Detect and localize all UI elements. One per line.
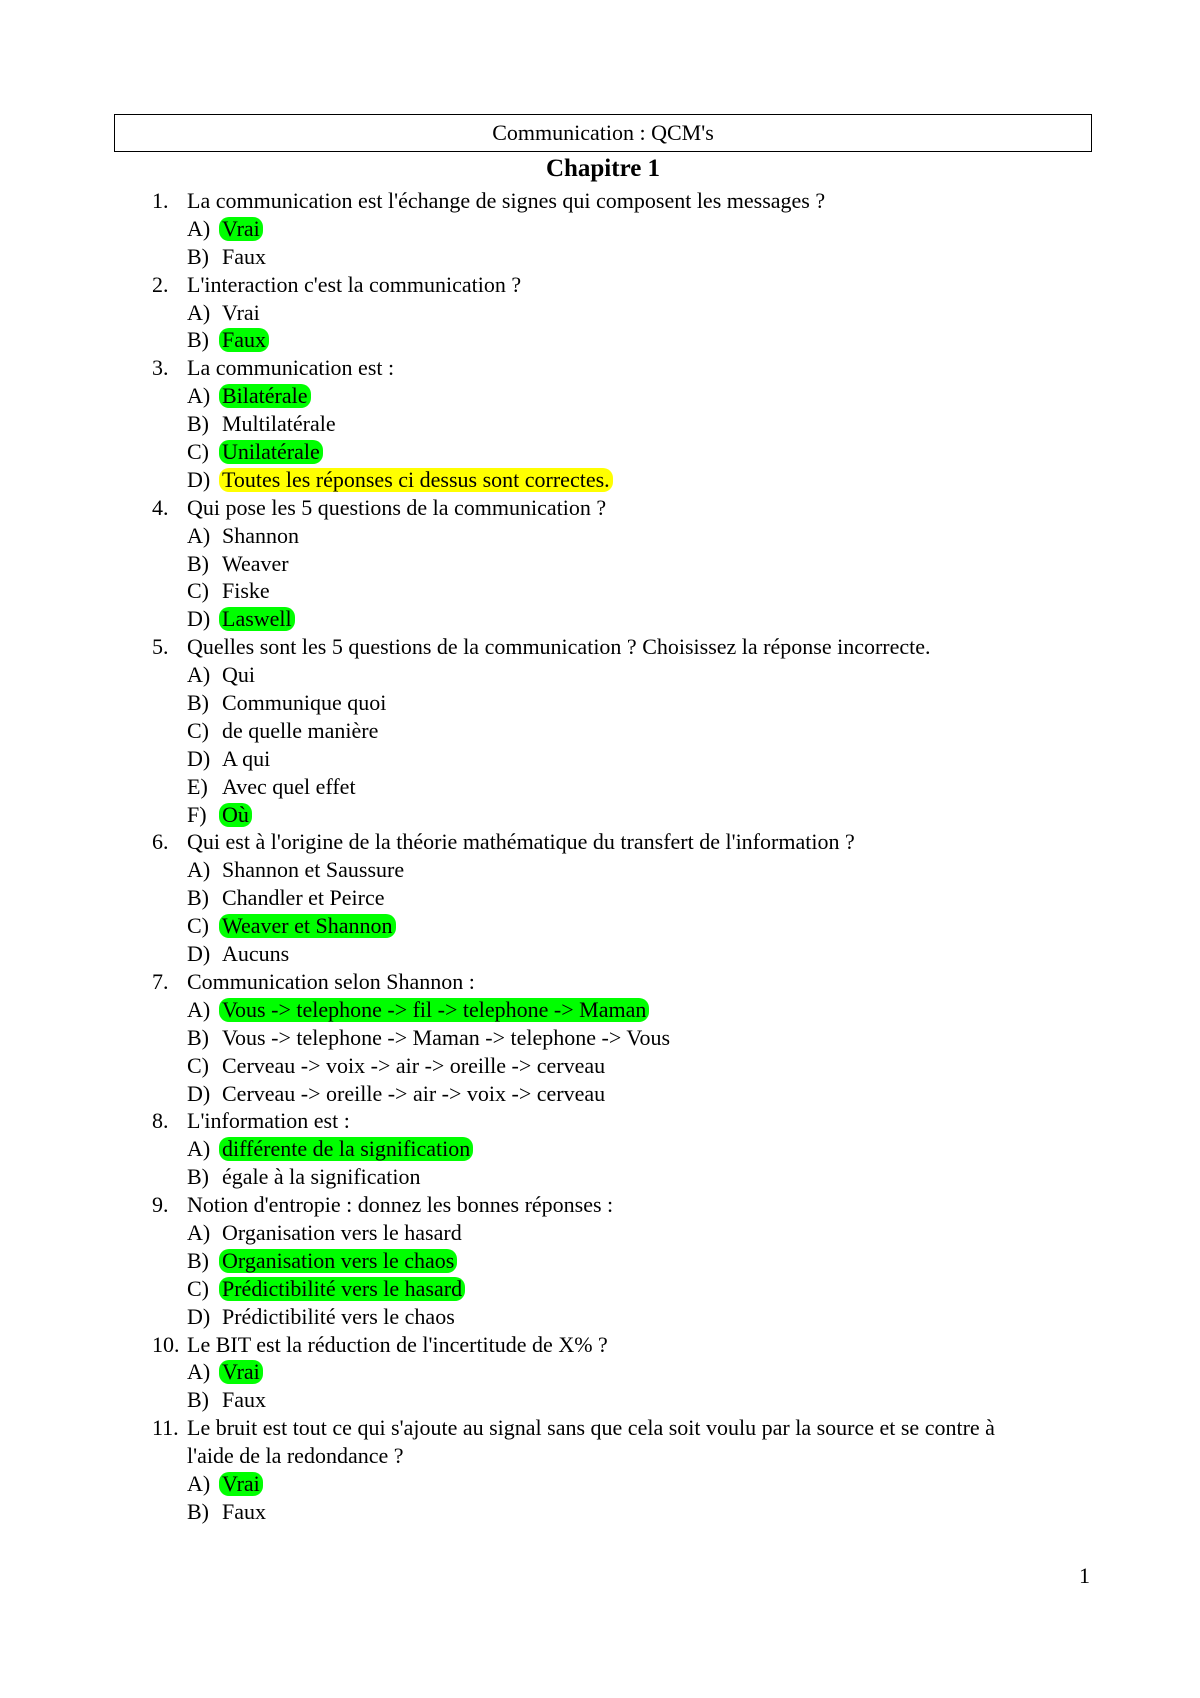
option-text-highlighted: Organisation vers le chaos [219, 1249, 457, 1273]
answer-option [0, 605, 1200, 633]
option-letter: A) [187, 383, 211, 409]
option-text: Organisation vers le hasard [222, 1219, 462, 1245]
answer-option [0, 326, 1200, 354]
question-line [0, 1414, 1200, 1442]
option-letter: F) [187, 801, 207, 827]
answer-option [0, 1219, 1200, 1247]
answer-option [0, 1386, 1200, 1414]
question-number: 4. [152, 494, 169, 520]
option-text: Vous -> telephone -> Maman -> telephone -> Vous [222, 1024, 671, 1050]
question-line [0, 1107, 1200, 1135]
option-letter: D) [187, 466, 211, 492]
option-text: Shannon et Saussure [222, 857, 405, 883]
option-text: Faux [222, 1498, 266, 1524]
option-letter: A) [187, 996, 211, 1022]
question-number: 7. [152, 968, 169, 994]
answer-option [0, 522, 1200, 550]
question-number: 1. [152, 188, 169, 213]
option-letter: B) [187, 1247, 209, 1273]
question-text: l'aide de la redondance ? [187, 1443, 404, 1469]
option-text: Avec quel effet [222, 773, 356, 799]
option-text: Weaver [222, 550, 289, 576]
question-text: La communication est : [187, 355, 395, 381]
answer-option [0, 773, 1200, 801]
option-text: Aucuns [222, 941, 290, 967]
option-letter: A) [187, 1136, 211, 1162]
option-text: Shannon [222, 522, 299, 548]
answer-option [0, 884, 1200, 912]
question-line [0, 828, 1200, 856]
answer-option [0, 243, 1200, 271]
question-text: Le BIT est la réduction de l'incertitude de X% ? [187, 1331, 608, 1357]
question-line [0, 271, 1200, 299]
option-text: Prédictibilité vers le chaos [222, 1303, 455, 1329]
answer-option [0, 856, 1200, 884]
option-text: Faux [222, 243, 266, 269]
question-line [0, 1331, 1200, 1359]
option-letter: A) [187, 857, 211, 883]
option-text-highlighted: Laswell [219, 607, 295, 631]
option-text-highlighted: Weaver et Shannon [219, 914, 396, 938]
option-letter: B) [187, 1387, 209, 1413]
answer-option [0, 382, 1200, 410]
option-letter: B) [187, 1024, 209, 1050]
option-text: Vrai [222, 299, 260, 325]
option-text-highlighted: Vrai [219, 1472, 263, 1496]
answer-option [0, 1498, 1200, 1526]
answer-option [0, 215, 1200, 243]
option-text: de quelle manière [222, 717, 379, 743]
option-letter: E) [187, 773, 208, 799]
question-text: Communication selon Shannon : [187, 968, 475, 994]
option-text-highlighted: Vous -> telephone -> fil -> telephone -> Maman [219, 998, 649, 1022]
option-text-highlighted: Vrai [219, 217, 263, 241]
option-text: Faux [222, 1387, 266, 1413]
answer-option [0, 466, 1200, 494]
option-text-highlighted: Où [219, 803, 252, 827]
option-letter: B) [187, 243, 209, 269]
answer-option [0, 1135, 1200, 1163]
option-text-highlighted: Vrai [219, 1360, 263, 1384]
option-text-highlighted: Unilatérale [219, 440, 323, 464]
question-number: 5. [152, 634, 169, 660]
option-letter: B) [187, 550, 209, 576]
answer-option [0, 577, 1200, 605]
option-letter: A) [187, 662, 211, 688]
answer-option [0, 661, 1200, 689]
option-letter: B) [187, 1498, 209, 1524]
option-text: Chandler et Peirce [222, 885, 385, 911]
answer-option [0, 689, 1200, 717]
answer-option [0, 438, 1200, 466]
question-number: 9. [152, 1192, 169, 1218]
answer-option [0, 912, 1200, 940]
option-letter: B) [187, 690, 209, 716]
question-text: Quelles sont les 5 questions de la communication ? Choisissez la réponse incorrecte. [187, 634, 931, 660]
option-text-highlighted: Faux [219, 328, 269, 352]
answer-option [0, 410, 1200, 438]
answer-option [0, 1247, 1200, 1275]
question-text: Qui pose les 5 questions de la communication ? [187, 494, 607, 520]
question-number: 6. [152, 829, 169, 855]
page-number: 1 [1079, 1563, 1090, 1588]
option-text: Fiske [222, 578, 270, 604]
option-letter: B) [187, 327, 209, 353]
option-letter: A) [187, 1359, 211, 1385]
question-number: 8. [152, 1108, 169, 1134]
option-letter: C) [187, 913, 209, 939]
option-letter: B) [187, 1164, 209, 1190]
answer-option [0, 717, 1200, 745]
answer-option [0, 1275, 1200, 1303]
answer-option [0, 1303, 1200, 1331]
answer-option [0, 1358, 1200, 1386]
option-letter: A) [187, 522, 211, 548]
answer-option [0, 1470, 1200, 1498]
question-text: L'information est : [187, 1108, 350, 1134]
question-line-continued [0, 1442, 1200, 1470]
question-text: L'interaction c'est la communication ? [187, 271, 522, 297]
answer-option [0, 996, 1200, 1024]
chapter-title: Chapitre 1 [545, 155, 661, 182]
answer-option [0, 1080, 1200, 1108]
answer-option [0, 1163, 1200, 1191]
question-number: 11. [152, 1415, 179, 1441]
answer-option [0, 801, 1200, 829]
option-letter: C) [187, 578, 209, 604]
option-text-highlighted: différente de la signification [219, 1137, 473, 1161]
question-line [0, 968, 1200, 996]
option-text: Cerveau -> oreille -> air -> voix -> cerveau [222, 1080, 606, 1106]
answer-option [0, 940, 1200, 968]
question-list [0, 187, 1200, 1526]
option-text: Qui [222, 662, 255, 688]
option-text: Multilatérale [222, 411, 336, 437]
option-text: Communique quoi [222, 690, 387, 716]
header-title: Communication : QCM's [492, 120, 714, 145]
option-letter: D) [187, 1080, 211, 1106]
question-text: Notion d'entropie : donnez les bonnes réponses : [187, 1192, 614, 1218]
option-letter: C) [187, 1052, 209, 1078]
option-letter: D) [187, 1303, 211, 1329]
option-letter: A) [187, 1470, 211, 1496]
question-line [0, 354, 1200, 382]
option-text-highlighted: Bilatérale [219, 384, 311, 408]
answer-option [0, 550, 1200, 578]
option-letter: A) [187, 215, 211, 241]
option-letter: C) [187, 439, 209, 465]
option-text: Cerveau -> voix -> air -> oreille -> cerveau [222, 1052, 606, 1078]
option-letter: C) [187, 1275, 209, 1301]
question-line [0, 1191, 1200, 1219]
option-text: égale à la signification [222, 1164, 421, 1190]
answer-option [0, 1024, 1200, 1052]
option-letter: D) [187, 941, 211, 967]
question-number: 10. [152, 1331, 180, 1357]
option-letter: A) [187, 1219, 211, 1245]
option-letter: A) [187, 299, 211, 325]
option-text-highlighted: Toutes les réponses ci dessus sont correctes. [219, 468, 613, 492]
option-letter: D) [187, 745, 211, 771]
question-text: La communication est l'échange de signes qui composent les messages ? [187, 188, 826, 213]
question-line [0, 494, 1200, 522]
question-text: Qui est à l'origine de la théorie mathématique du transfert de l'information ? [187, 829, 855, 855]
question-text: Le bruit est tout ce qui s'ajoute au signal sans que cela soit voulu par la source et se contre à [187, 1415, 995, 1441]
answer-option [0, 745, 1200, 773]
question-number: 3. [152, 355, 169, 381]
question-line [0, 187, 1200, 215]
option-text: A qui [222, 745, 271, 771]
question-line [0, 633, 1200, 661]
option-letter: D) [187, 606, 211, 632]
document-header [114, 114, 1092, 152]
option-letter: B) [187, 411, 209, 437]
option-letter: B) [187, 885, 209, 911]
option-letter: C) [187, 717, 209, 743]
answer-option [0, 1052, 1200, 1080]
question-number: 2. [152, 271, 169, 297]
option-text-highlighted: Prédictibilité vers le hasard [219, 1277, 465, 1301]
answer-option [0, 299, 1200, 327]
